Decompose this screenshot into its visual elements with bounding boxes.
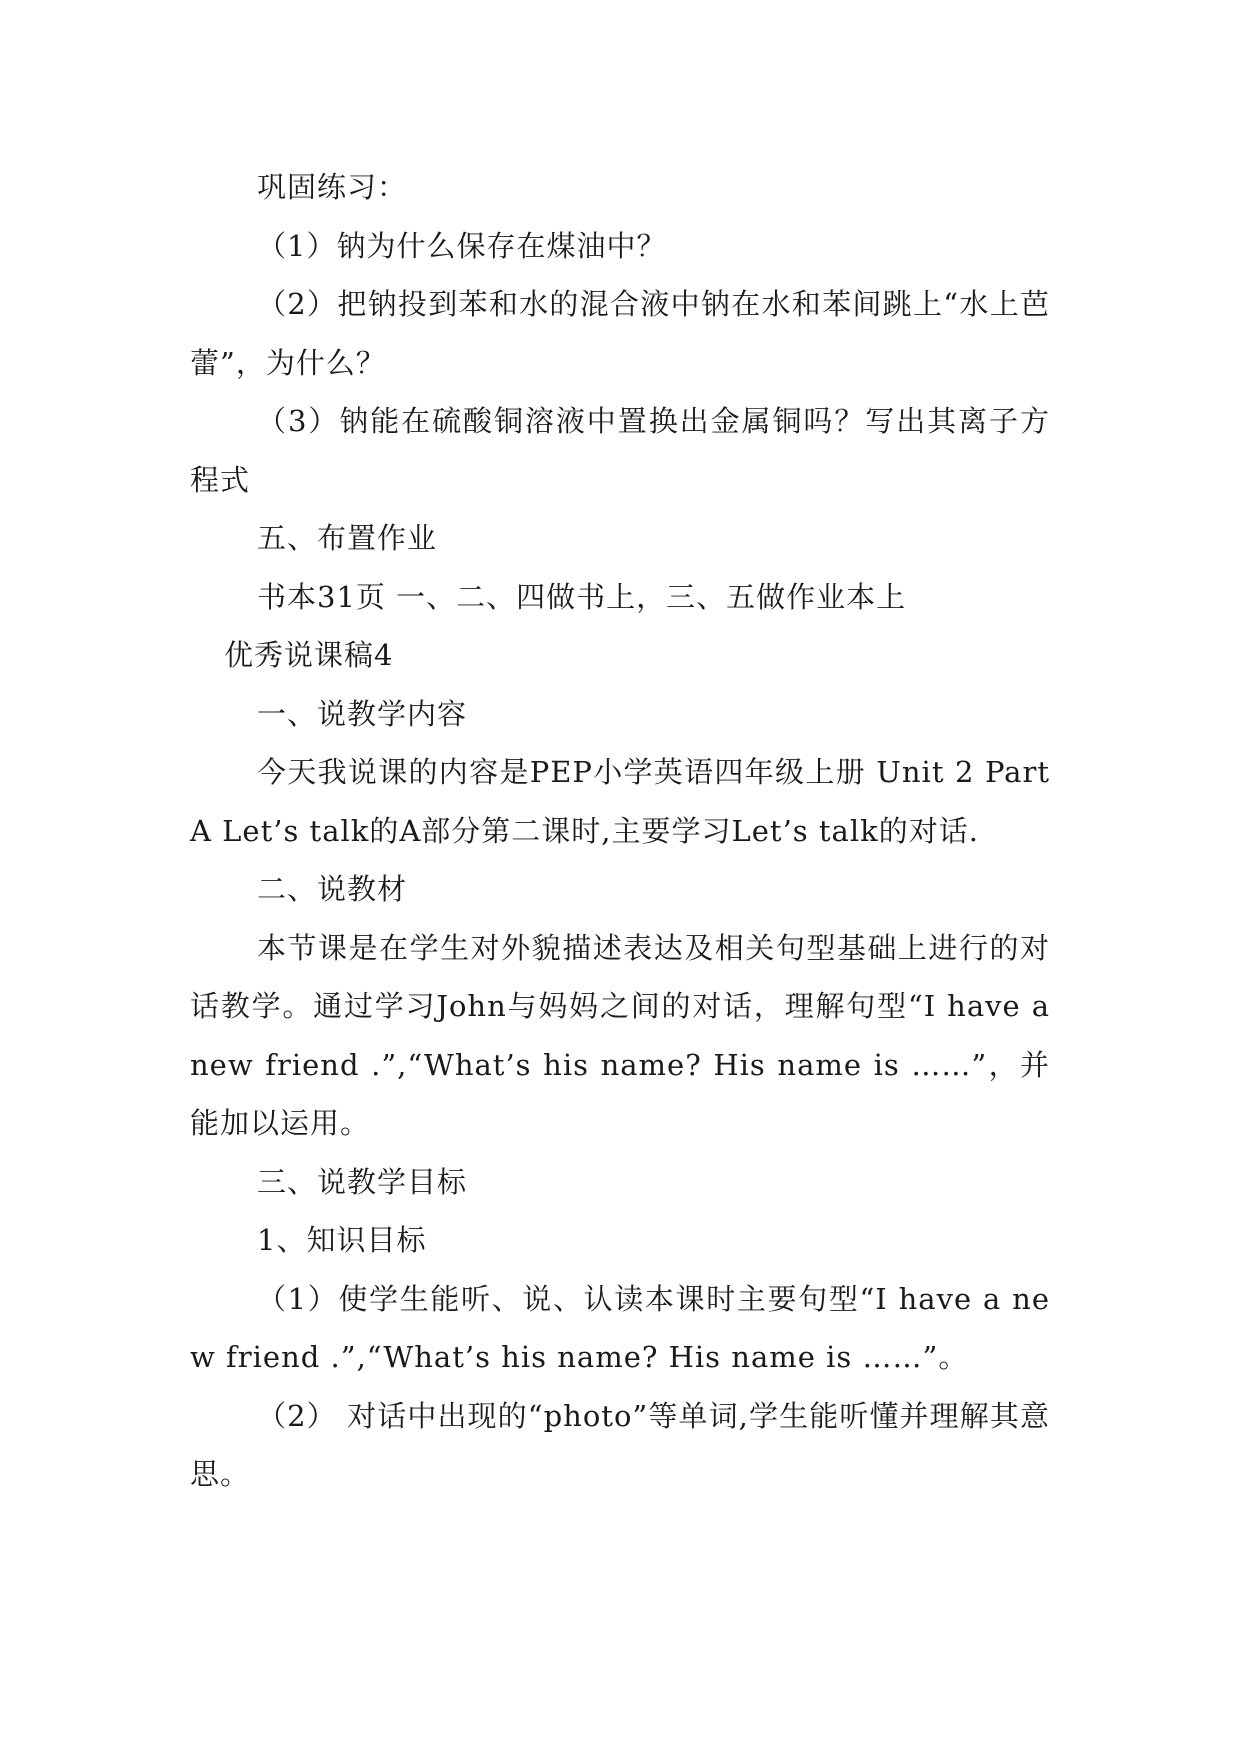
content-text: 今天我说课的内容是PEP小学英语四年级上册 Unit 2 Part A Let’s talk的A部分第二课时,主要学习Let’s talk的对话.: [190, 755, 1050, 848]
goal-item-2: （2） 对话中出现的“photo”等单词,学生能听懂并理解其意思。: [190, 1398, 1050, 1491]
question-2: （2）把钠投到苯和水的混合液中钠在水和苯间跳上“水上芭蕾”，为什么？: [190, 287, 1050, 380]
knowledge-goal-heading: 1、知识目标: [257, 1223, 427, 1257]
lesson-title: 优秀说课稿4: [224, 638, 394, 672]
section-heading-content: 一、说教学内容: [257, 696, 468, 731]
document-body: [190, 158, 1050, 1504]
material-text: 本节课是在学生对外貌描述表达及相关句型基础上进行的对话教学。通过学习John与妈妈之间的对话，理解句型“I have a new friend .”,“What’s his name? His name is ……”，并能加以运用。: [190, 930, 1050, 1140]
homework-text: 书本31页 一、二、四做书上，三、五做作业本上: [257, 579, 907, 614]
section-heading-material: 二、说教材: [257, 872, 408, 906]
practice-heading: 巩固练习：: [257, 170, 408, 204]
goal-item-1: （1）使学生能听、说、认读本课时主要句型“I have a new friend .”,“What’s his name? His name is ……”。: [190, 1281, 1050, 1374]
section-heading-homework: 五、布置作业: [257, 521, 438, 555]
question-3: （3）钠能在硫酸铜溶液中置换出金属铜吗？写出其离子方程式: [190, 404, 1050, 497]
question-1: （1）钠为什么保存在煤油中？: [257, 228, 667, 263]
section-heading-goals: 三、说教学目标: [257, 1164, 468, 1199]
